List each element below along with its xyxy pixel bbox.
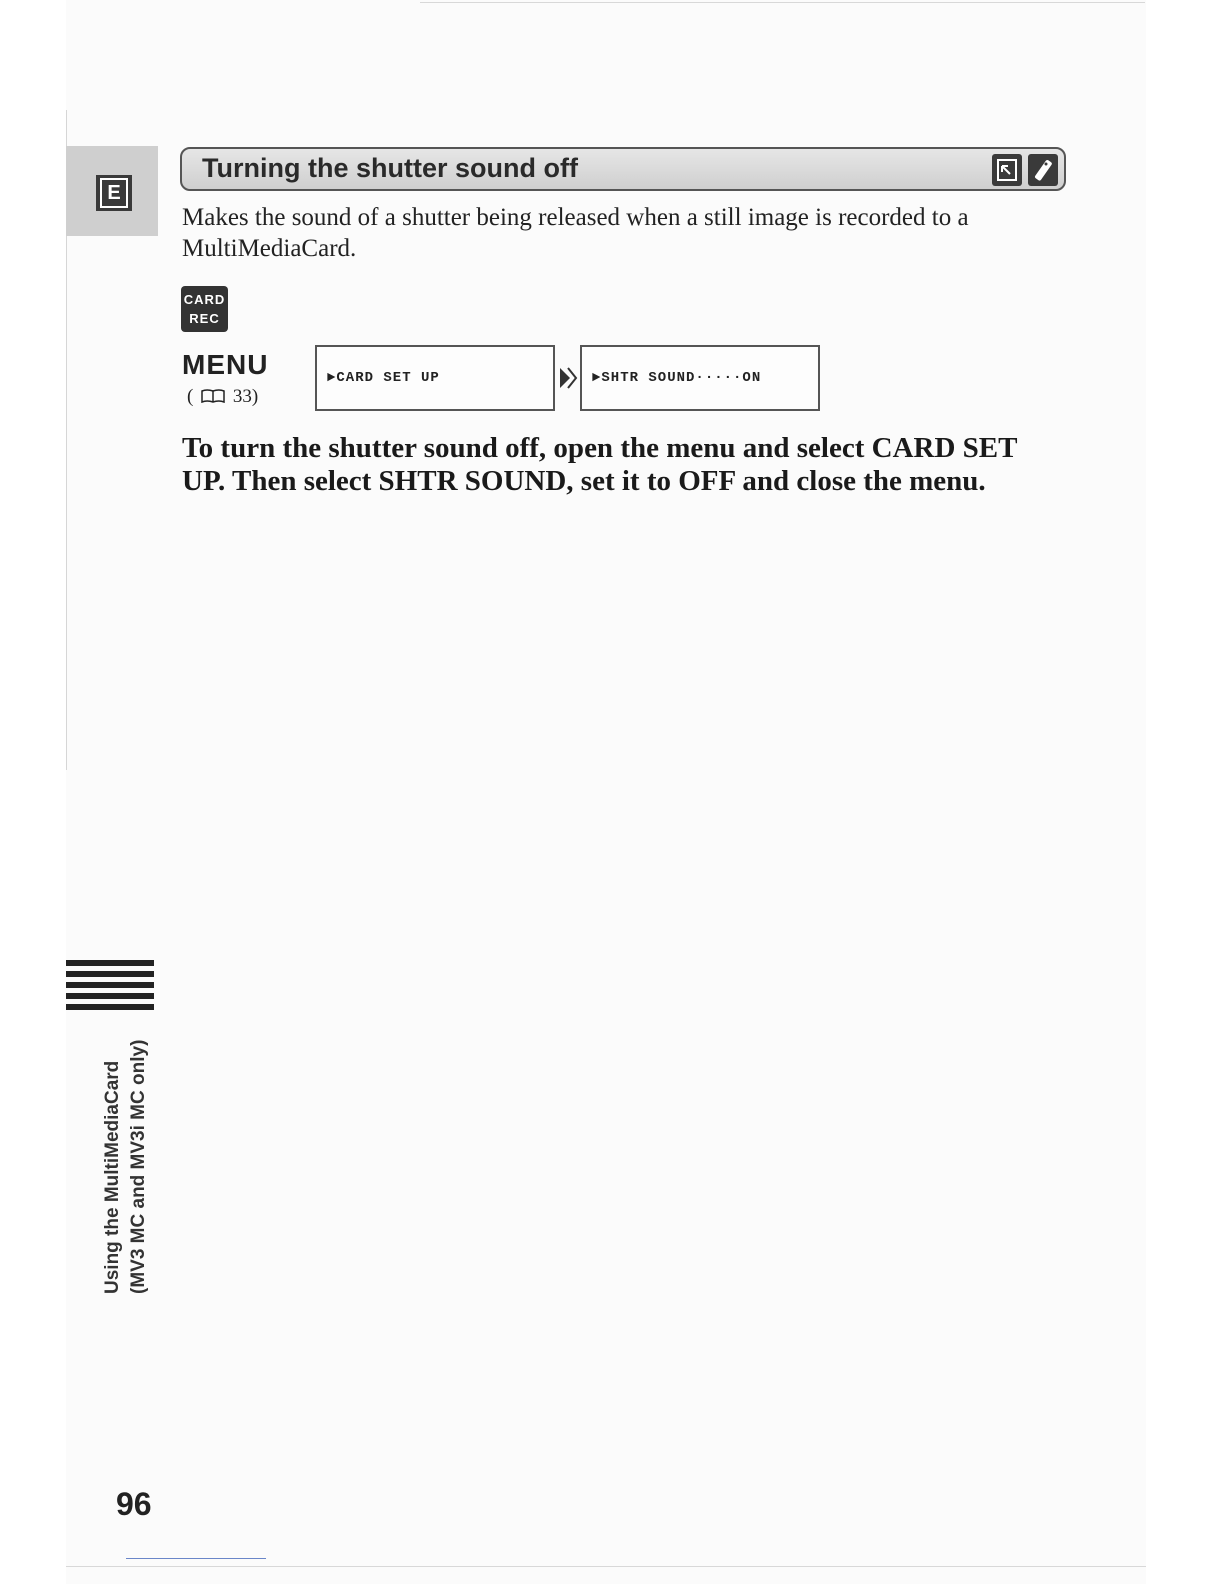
side-caption	[100, 1039, 160, 1294]
page-number: 96	[116, 1486, 152, 1522]
section-title: Turning the shutter sound off	[202, 153, 578, 183]
language-letter: E	[100, 178, 128, 208]
arrow-icon	[558, 364, 578, 392]
side-bar	[66, 993, 154, 999]
card-rec-line2: REC	[189, 311, 220, 326]
menu-label: MENU	[182, 349, 269, 380]
bottom-accent-rule	[126, 1558, 266, 1559]
bottom-rule	[66, 1566, 1146, 1567]
card-mode-icon	[992, 154, 1022, 186]
top-rule	[420, 2, 1145, 3]
card-rec-badge	[181, 286, 228, 332]
side-bar	[66, 1004, 154, 1010]
menu-step-1-text: ►CARD SET UP	[327, 370, 440, 386]
section-mode-icons	[992, 154, 1058, 186]
card-rec-line1: CARD	[183, 292, 226, 307]
intro-paragraph: Makes the sound of a shutter being released when a still image is recorded to a MultiMediaCard.	[182, 204, 969, 262]
section-title-bar	[180, 147, 1066, 191]
language-indicator	[96, 175, 132, 211]
book-icon	[201, 387, 225, 401]
menu-step-2-text: ►SHTR SOUND·····ON	[592, 370, 762, 386]
menu-ref-open: (	[187, 386, 194, 407]
side-bar	[66, 982, 154, 988]
menu-ref-page: 33)	[232, 386, 259, 407]
side-bar	[66, 971, 154, 977]
menu-page-reference	[187, 386, 258, 408]
side-index-bars	[66, 960, 154, 1015]
instruction-text: To turn the shutter sound off, open the menu and select CARD SET UP. Then select SHTR SOUND, set it to OFF and close the menu.	[182, 432, 1017, 497]
side-bar	[66, 960, 154, 966]
side-caption-line2: (MV3 MC and MV3i MC only)	[128, 1039, 149, 1294]
menu-step-2	[580, 345, 820, 411]
side-caption-line1: Using the MultiMediaCard	[102, 1060, 123, 1294]
menu-step-1	[315, 345, 555, 411]
remote-control-icon	[1028, 154, 1058, 186]
